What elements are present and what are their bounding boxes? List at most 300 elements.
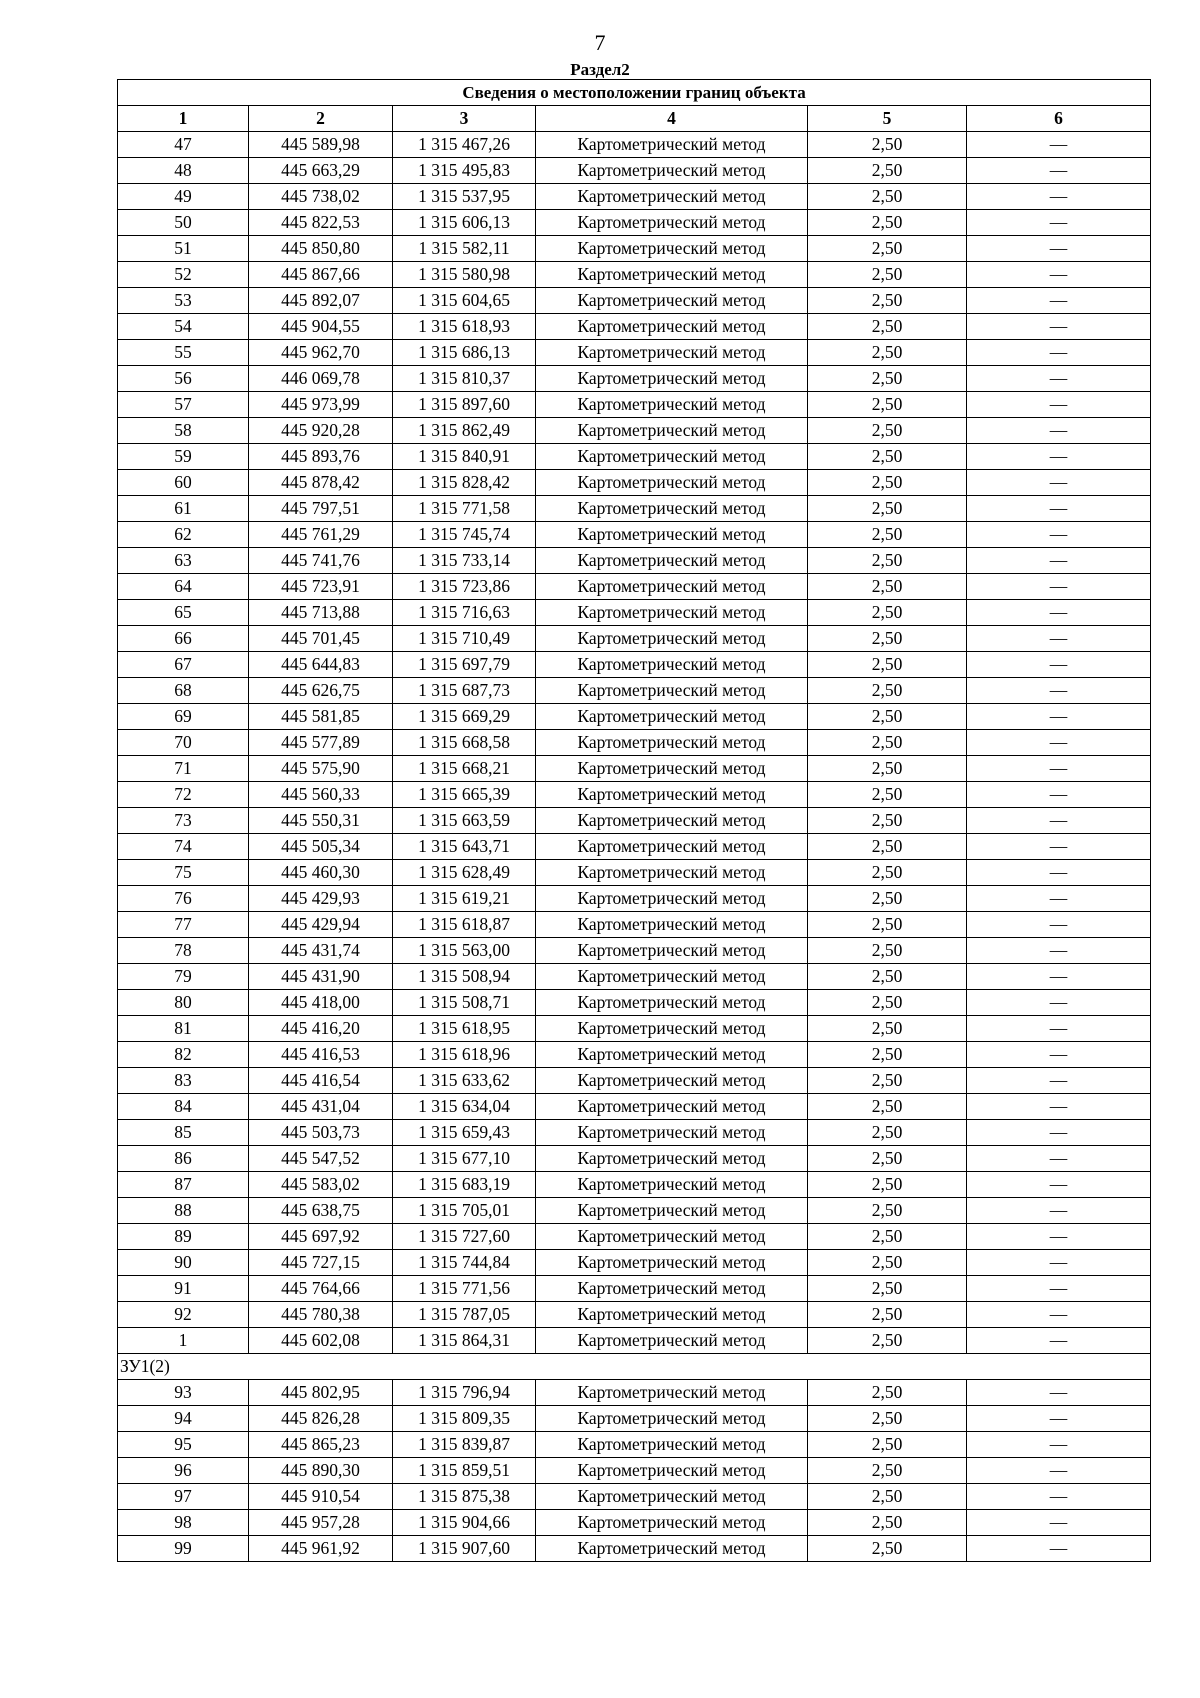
group-label: ЗУ1(2)	[118, 1354, 1151, 1380]
table-row	[118, 522, 1151, 548]
x-coordinate-cell: 445 878,42	[249, 470, 393, 496]
point-number-cell: 97	[118, 1484, 249, 1510]
table-row	[118, 314, 1151, 340]
point-number-cell: 55	[118, 340, 249, 366]
table-row	[118, 886, 1151, 912]
table-row	[118, 184, 1151, 210]
description-cell: —	[967, 366, 1151, 392]
description-cell: —	[967, 1198, 1151, 1224]
point-number-cell: 56	[118, 366, 249, 392]
description-cell: —	[967, 964, 1151, 990]
method-cell: Картометрический метод	[536, 964, 808, 990]
y-coordinate-cell: 1 315 537,95	[393, 184, 536, 210]
method-cell: Картометрический метод	[536, 314, 808, 340]
description-cell: —	[967, 1172, 1151, 1198]
x-coordinate-cell: 445 431,04	[249, 1094, 393, 1120]
precision-cell: 2,50	[808, 1380, 967, 1406]
method-cell: Картометрический метод	[536, 496, 808, 522]
x-coordinate-cell: 445 431,74	[249, 938, 393, 964]
table-row	[118, 1016, 1151, 1042]
table-row	[118, 1198, 1151, 1224]
precision-cell: 2,50	[808, 496, 967, 522]
point-number-cell: 93	[118, 1380, 249, 1406]
method-cell: Картометрический метод	[536, 158, 808, 184]
x-coordinate-cell: 445 826,28	[249, 1406, 393, 1432]
table-row	[118, 1224, 1151, 1250]
y-coordinate-cell: 1 315 697,79	[393, 652, 536, 678]
point-number-cell: 96	[118, 1458, 249, 1484]
precision-cell: 2,50	[808, 1198, 967, 1224]
y-coordinate-cell: 1 315 897,60	[393, 392, 536, 418]
description-cell: —	[967, 730, 1151, 756]
x-coordinate-cell: 445 713,88	[249, 600, 393, 626]
method-cell: Картометрический метод	[536, 860, 808, 886]
precision-cell: 2,50	[808, 392, 967, 418]
point-number-cell: 49	[118, 184, 249, 210]
method-cell: Картометрический метод	[536, 1198, 808, 1224]
description-cell: —	[967, 1250, 1151, 1276]
point-number-cell: 76	[118, 886, 249, 912]
y-coordinate-cell: 1 315 495,83	[393, 158, 536, 184]
point-number-cell: 79	[118, 964, 249, 990]
x-coordinate-cell: 445 802,95	[249, 1380, 393, 1406]
precision-cell: 2,50	[808, 1146, 967, 1172]
y-coordinate-cell: 1 315 796,94	[393, 1380, 536, 1406]
method-cell: Картометрический метод	[536, 132, 808, 158]
table-body-part1	[118, 132, 1151, 1354]
y-coordinate-cell: 1 315 628,49	[393, 860, 536, 886]
description-cell: —	[967, 574, 1151, 600]
point-number-cell: 75	[118, 860, 249, 886]
precision-cell: 2,50	[808, 808, 967, 834]
y-coordinate-cell: 1 315 508,94	[393, 964, 536, 990]
description-cell: —	[967, 1302, 1151, 1328]
table-body-part2	[118, 1380, 1151, 1562]
precision-cell: 2,50	[808, 210, 967, 236]
point-number-cell: 53	[118, 288, 249, 314]
method-cell: Картометрический метод	[536, 626, 808, 652]
description-cell: —	[967, 782, 1151, 808]
point-number-cell: 59	[118, 444, 249, 470]
method-cell: Картометрический метод	[536, 1328, 808, 1354]
method-cell: Картометрический метод	[536, 678, 808, 704]
method-cell: Картометрический метод	[536, 886, 808, 912]
x-coordinate-cell: 445 429,94	[249, 912, 393, 938]
x-coordinate-cell: 445 505,34	[249, 834, 393, 860]
x-coordinate-cell: 445 418,00	[249, 990, 393, 1016]
table-row	[118, 964, 1151, 990]
y-coordinate-cell: 1 315 619,21	[393, 886, 536, 912]
table-group	[118, 1354, 1151, 1380]
x-coordinate-cell: 445 581,85	[249, 704, 393, 730]
point-number-cell: 47	[118, 132, 249, 158]
y-coordinate-cell: 1 315 744,84	[393, 1250, 536, 1276]
table-row	[118, 1146, 1151, 1172]
method-cell: Картометрический метод	[536, 1042, 808, 1068]
column-header: 5	[808, 106, 967, 132]
table-row	[118, 912, 1151, 938]
description-cell: —	[967, 236, 1151, 262]
method-cell: Картометрический метод	[536, 548, 808, 574]
precision-cell: 2,50	[808, 1016, 967, 1042]
description-cell: —	[967, 1536, 1151, 1562]
precision-cell: 2,50	[808, 1510, 967, 1536]
y-coordinate-cell: 1 315 839,87	[393, 1432, 536, 1458]
x-coordinate-cell: 445 416,54	[249, 1068, 393, 1094]
description-cell: —	[967, 444, 1151, 470]
point-number-cell: 1	[118, 1328, 249, 1354]
table-caption: Сведения о местоположении границ объекта	[118, 80, 1151, 106]
point-number-cell: 88	[118, 1198, 249, 1224]
precision-cell: 2,50	[808, 678, 967, 704]
description-cell: —	[967, 522, 1151, 548]
description-cell: —	[967, 1432, 1151, 1458]
table-row	[118, 1380, 1151, 1406]
description-cell: —	[967, 1510, 1151, 1536]
y-coordinate-cell: 1 315 686,13	[393, 340, 536, 366]
description-cell: —	[967, 1458, 1151, 1484]
x-coordinate-cell: 445 416,20	[249, 1016, 393, 1042]
description-cell: —	[967, 418, 1151, 444]
method-cell: Картометрический метод	[536, 1146, 808, 1172]
y-coordinate-cell: 1 315 705,01	[393, 1198, 536, 1224]
x-coordinate-cell: 445 638,75	[249, 1198, 393, 1224]
precision-cell: 2,50	[808, 184, 967, 210]
y-coordinate-cell: 1 315 727,60	[393, 1224, 536, 1250]
point-number-cell: 87	[118, 1172, 249, 1198]
y-coordinate-cell: 1 315 634,04	[393, 1094, 536, 1120]
x-coordinate-cell: 445 910,54	[249, 1484, 393, 1510]
y-coordinate-cell: 1 315 859,51	[393, 1458, 536, 1484]
description-cell: —	[967, 600, 1151, 626]
y-coordinate-cell: 1 315 677,10	[393, 1146, 536, 1172]
description-cell: —	[967, 756, 1151, 782]
x-coordinate-cell: 445 577,89	[249, 730, 393, 756]
point-number-cell: 70	[118, 730, 249, 756]
precision-cell: 2,50	[808, 626, 967, 652]
description-cell: —	[967, 548, 1151, 574]
description-cell: —	[967, 210, 1151, 236]
table-row	[118, 652, 1151, 678]
y-coordinate-cell: 1 315 907,60	[393, 1536, 536, 1562]
x-coordinate-cell: 445 865,23	[249, 1432, 393, 1458]
method-cell: Картометрический метод	[536, 210, 808, 236]
table-row	[118, 678, 1151, 704]
description-cell: —	[967, 1484, 1151, 1510]
table-row	[118, 158, 1151, 184]
description-cell: —	[967, 1380, 1151, 1406]
method-cell: Картометрический метод	[536, 912, 808, 938]
y-coordinate-cell: 1 315 875,38	[393, 1484, 536, 1510]
table-row	[118, 1172, 1151, 1198]
description-cell: —	[967, 1328, 1151, 1354]
precision-cell: 2,50	[808, 366, 967, 392]
description-cell: —	[967, 158, 1151, 184]
point-number-cell: 62	[118, 522, 249, 548]
precision-cell: 2,50	[808, 704, 967, 730]
y-coordinate-cell: 1 315 683,19	[393, 1172, 536, 1198]
y-coordinate-cell: 1 315 787,05	[393, 1302, 536, 1328]
table-row	[118, 548, 1151, 574]
x-coordinate-cell: 445 589,98	[249, 132, 393, 158]
description-cell: —	[967, 392, 1151, 418]
table-row	[118, 288, 1151, 314]
precision-cell: 2,50	[808, 236, 967, 262]
table-row	[118, 1068, 1151, 1094]
method-cell: Картометрический метод	[536, 1458, 808, 1484]
x-coordinate-cell: 445 741,76	[249, 548, 393, 574]
description-cell: —	[967, 340, 1151, 366]
column-header: 2	[249, 106, 393, 132]
x-coordinate-cell: 445 850,80	[249, 236, 393, 262]
table-row	[118, 834, 1151, 860]
method-cell: Картометрический метод	[536, 340, 808, 366]
table-row	[118, 1510, 1151, 1536]
x-coordinate-cell: 445 701,45	[249, 626, 393, 652]
method-cell: Картометрический метод	[536, 444, 808, 470]
table-row	[118, 1042, 1151, 1068]
point-number-cell: 99	[118, 1536, 249, 1562]
point-number-cell: 57	[118, 392, 249, 418]
description-cell: —	[967, 1406, 1151, 1432]
y-coordinate-cell: 1 315 862,49	[393, 418, 536, 444]
table-row	[118, 1250, 1151, 1276]
precision-cell: 2,50	[808, 1432, 967, 1458]
table-row	[118, 782, 1151, 808]
method-cell: Картометрический метод	[536, 418, 808, 444]
y-coordinate-cell: 1 315 810,37	[393, 366, 536, 392]
y-coordinate-cell: 1 315 668,21	[393, 756, 536, 782]
precision-cell: 2,50	[808, 1328, 967, 1354]
y-coordinate-cell: 1 315 580,98	[393, 262, 536, 288]
point-number-cell: 83	[118, 1068, 249, 1094]
x-coordinate-cell: 445 727,15	[249, 1250, 393, 1276]
y-coordinate-cell: 1 315 606,13	[393, 210, 536, 236]
precision-cell: 2,50	[808, 444, 967, 470]
method-cell: Картометрический метод	[536, 262, 808, 288]
y-coordinate-cell: 1 315 716,63	[393, 600, 536, 626]
point-number-cell: 72	[118, 782, 249, 808]
method-cell: Картометрический метод	[536, 1224, 808, 1250]
table-row	[118, 1458, 1151, 1484]
y-coordinate-cell: 1 315 745,74	[393, 522, 536, 548]
y-coordinate-cell: 1 315 771,58	[393, 496, 536, 522]
description-cell: —	[967, 1068, 1151, 1094]
method-cell: Картометрический метод	[536, 938, 808, 964]
description-cell: —	[967, 288, 1151, 314]
description-cell: —	[967, 704, 1151, 730]
point-number-cell: 94	[118, 1406, 249, 1432]
table-row	[118, 1536, 1151, 1562]
y-coordinate-cell: 1 315 467,26	[393, 132, 536, 158]
x-coordinate-cell: 445 644,83	[249, 652, 393, 678]
column-header: 1	[118, 106, 249, 132]
x-coordinate-cell: 445 431,90	[249, 964, 393, 990]
method-cell: Картометрический метод	[536, 574, 808, 600]
table-row	[118, 860, 1151, 886]
x-coordinate-cell: 445 416,53	[249, 1042, 393, 1068]
precision-cell: 2,50	[808, 262, 967, 288]
column-header: 4	[536, 106, 808, 132]
precision-cell: 2,50	[808, 1224, 967, 1250]
precision-cell: 2,50	[808, 574, 967, 600]
table-row	[118, 600, 1151, 626]
precision-cell: 2,50	[808, 1120, 967, 1146]
table-row	[118, 938, 1151, 964]
point-number-cell: 95	[118, 1432, 249, 1458]
point-number-cell: 66	[118, 626, 249, 652]
precision-cell: 2,50	[808, 1068, 967, 1094]
precision-cell: 2,50	[808, 158, 967, 184]
table-row	[118, 808, 1151, 834]
x-coordinate-cell: 445 764,66	[249, 1276, 393, 1302]
table-row	[118, 730, 1151, 756]
point-number-cell: 80	[118, 990, 249, 1016]
method-cell: Картометрический метод	[536, 704, 808, 730]
table-row	[118, 496, 1151, 522]
x-coordinate-cell: 445 973,99	[249, 392, 393, 418]
point-number-cell: 64	[118, 574, 249, 600]
method-cell: Картометрический метод	[536, 366, 808, 392]
table-row	[118, 210, 1151, 236]
precision-cell: 2,50	[808, 1172, 967, 1198]
description-cell: —	[967, 1094, 1151, 1120]
description-cell: —	[967, 1276, 1151, 1302]
y-coordinate-cell: 1 315 659,43	[393, 1120, 536, 1146]
description-cell: —	[967, 470, 1151, 496]
point-number-cell: 84	[118, 1094, 249, 1120]
x-coordinate-cell: 445 761,29	[249, 522, 393, 548]
description-cell: —	[967, 262, 1151, 288]
method-cell: Картометрический метод	[536, 1302, 808, 1328]
method-cell: Картометрический метод	[536, 236, 808, 262]
x-coordinate-cell: 445 697,92	[249, 1224, 393, 1250]
point-number-cell: 51	[118, 236, 249, 262]
method-cell: Картометрический метод	[536, 522, 808, 548]
point-number-cell: 98	[118, 1510, 249, 1536]
x-coordinate-cell: 445 550,31	[249, 808, 393, 834]
method-cell: Картометрический метод	[536, 1536, 808, 1562]
point-number-cell: 74	[118, 834, 249, 860]
precision-cell: 2,50	[808, 782, 967, 808]
method-cell: Картометрический метод	[536, 1094, 808, 1120]
point-number-cell: 63	[118, 548, 249, 574]
point-number-cell: 58	[118, 418, 249, 444]
point-number-cell: 60	[118, 470, 249, 496]
table-row	[118, 418, 1151, 444]
x-coordinate-cell: 445 893,76	[249, 444, 393, 470]
section-title: Раздел2	[570, 60, 630, 79]
description-cell: —	[967, 860, 1151, 886]
table-row	[118, 1120, 1151, 1146]
x-coordinate-cell: 445 797,51	[249, 496, 393, 522]
column-header-row	[118, 106, 1151, 132]
table-row	[118, 1276, 1151, 1302]
point-number-cell: 85	[118, 1120, 249, 1146]
description-cell: —	[967, 132, 1151, 158]
table-row	[118, 262, 1151, 288]
y-coordinate-cell: 1 315 771,56	[393, 1276, 536, 1302]
method-cell: Картометрический метод	[536, 782, 808, 808]
precision-cell: 2,50	[808, 886, 967, 912]
y-coordinate-cell: 1 315 687,73	[393, 678, 536, 704]
method-cell: Картометрический метод	[536, 1172, 808, 1198]
method-cell: Картометрический метод	[536, 1380, 808, 1406]
y-coordinate-cell: 1 315 904,66	[393, 1510, 536, 1536]
point-number-cell: 52	[118, 262, 249, 288]
precision-cell: 2,50	[808, 600, 967, 626]
point-number-cell: 89	[118, 1224, 249, 1250]
table-row	[118, 366, 1151, 392]
description-cell: —	[967, 678, 1151, 704]
description-cell: —	[967, 1016, 1151, 1042]
point-number-cell: 73	[118, 808, 249, 834]
point-number-cell: 90	[118, 1250, 249, 1276]
description-cell: —	[967, 912, 1151, 938]
method-cell: Картометрический метод	[536, 1510, 808, 1536]
precision-cell: 2,50	[808, 340, 967, 366]
method-cell: Картометрический метод	[536, 756, 808, 782]
table-row	[118, 1302, 1151, 1328]
point-number-cell: 67	[118, 652, 249, 678]
precision-cell: 2,50	[808, 1536, 967, 1562]
table-row	[118, 756, 1151, 782]
precision-cell: 2,50	[808, 288, 967, 314]
method-cell: Картометрический метод	[536, 1016, 808, 1042]
x-coordinate-cell: 445 962,70	[249, 340, 393, 366]
precision-cell: 2,50	[808, 964, 967, 990]
y-coordinate-cell: 1 315 710,49	[393, 626, 536, 652]
precision-cell: 2,50	[808, 470, 967, 496]
x-coordinate-cell: 445 890,30	[249, 1458, 393, 1484]
y-coordinate-cell: 1 315 618,93	[393, 314, 536, 340]
y-coordinate-cell: 1 315 633,62	[393, 1068, 536, 1094]
y-coordinate-cell: 1 315 582,11	[393, 236, 536, 262]
y-coordinate-cell: 1 315 563,00	[393, 938, 536, 964]
table-row	[118, 470, 1151, 496]
precision-cell: 2,50	[808, 418, 967, 444]
point-number-cell: 77	[118, 912, 249, 938]
y-coordinate-cell: 1 315 508,71	[393, 990, 536, 1016]
method-cell: Картометрический метод	[536, 1432, 808, 1458]
table-row	[118, 340, 1151, 366]
point-number-cell: 86	[118, 1146, 249, 1172]
precision-cell: 2,50	[808, 938, 967, 964]
method-cell: Картометрический метод	[536, 288, 808, 314]
precision-cell: 2,50	[808, 912, 967, 938]
table-row	[118, 1432, 1151, 1458]
y-coordinate-cell: 1 315 809,35	[393, 1406, 536, 1432]
method-cell: Картометрический метод	[536, 808, 808, 834]
page-number: 7	[594, 30, 606, 55]
method-cell: Картометрический метод	[536, 1406, 808, 1432]
description-cell: —	[967, 314, 1151, 340]
precision-cell: 2,50	[808, 1094, 967, 1120]
method-cell: Картометрический метод	[536, 1120, 808, 1146]
group-row	[118, 1354, 1151, 1380]
x-coordinate-cell: 445 547,52	[249, 1146, 393, 1172]
precision-cell: 2,50	[808, 1302, 967, 1328]
y-coordinate-cell: 1 315 618,96	[393, 1042, 536, 1068]
precision-cell: 2,50	[808, 1250, 967, 1276]
method-cell: Картометрический метод	[536, 730, 808, 756]
precision-cell: 2,50	[808, 1276, 967, 1302]
description-cell: —	[967, 1146, 1151, 1172]
method-cell: Картометрический метод	[536, 1068, 808, 1094]
y-coordinate-cell: 1 315 840,91	[393, 444, 536, 470]
point-number-cell: 50	[118, 210, 249, 236]
x-coordinate-cell: 445 892,07	[249, 288, 393, 314]
